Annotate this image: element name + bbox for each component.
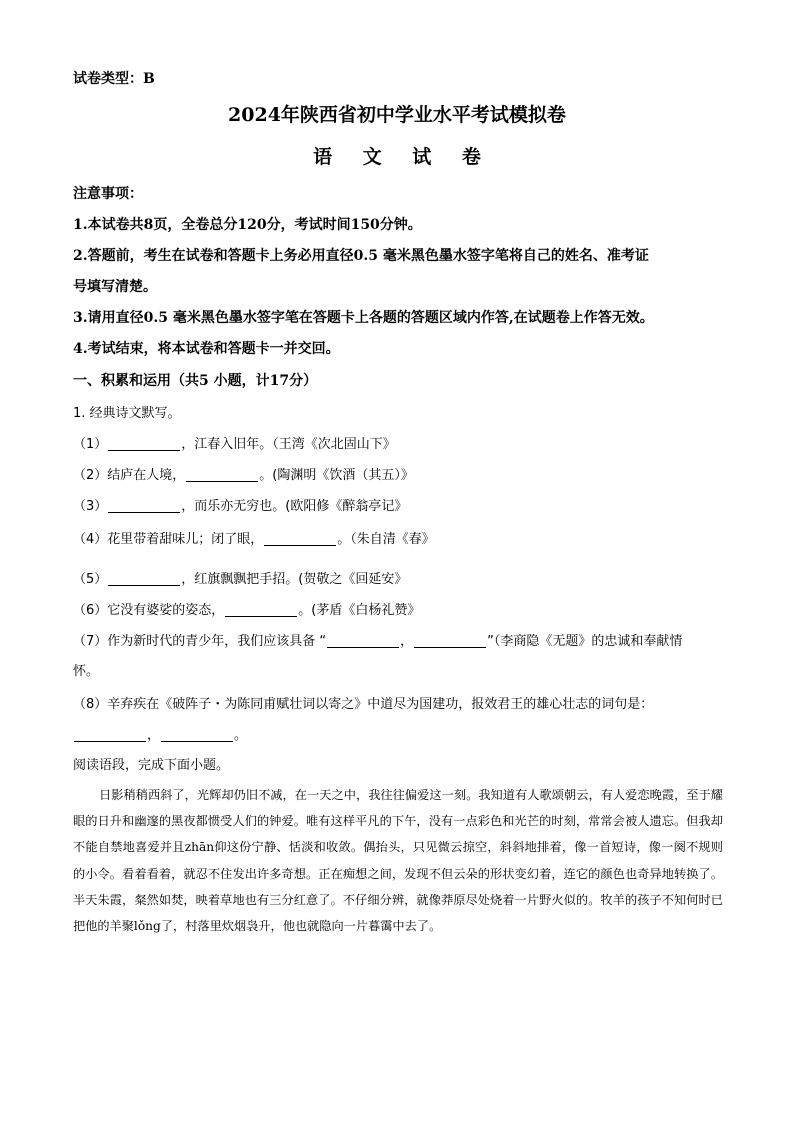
item-prefix: （3） — [73, 499, 108, 514]
dictation-item — [73, 599, 420, 618]
dictation-item — [73, 464, 414, 483]
dictation-item — [73, 495, 407, 514]
reading-passage: 日影稍稍西斜了，光辉却仍旧不减，在一天之中，我往往偏爱这一刻。我知道有人歌颂朝云，有人爱恋晚霞，至于耀眼的日升和幽邃的黑夜都惯受人们的钟爱。唯有这样平凡的下午，没有一点彩色和光芒的时刻，常常会被人遗忘。但我却不能自禁地喜爱并且zhān仰这份宁静、恬淡和收敛。偶抬头，只见微云掠空，斜斜地排着，像一首短诗，像一阕不规则的小令。看着看着，就忍不住发出许多奇想。正在痴想之间，发现不但云朵的形状变幻着，连它的颜色也奇异地转换了。半天朱霞，粲然如焚，映着草地也有三分红意了。不仔细分辨，就像莽原尽处烧着一片野火似的。牧羊的孩子不知何时已把他的羊聚lǒng了，村落里炊烟袅升，他也就隐向一片暮霭中去了。 — [73, 788, 723, 934]
item-suffix: 。(陶渊明《饮酒（其五）》 — [259, 468, 414, 483]
answer-blank[interactable] — [225, 602, 297, 617]
dictation-item-8: （8）辛弃疾在《破阵子・为陈同甫赋壮词以寄之》中道尽为国建功，报效君王的雄心壮志的词句是： — [73, 697, 654, 712]
item-prefix: （2）结庐在人境， — [73, 468, 186, 483]
section-heading: 一、积累和运用（共5 小题，计17分） — [73, 373, 318, 389]
item-prefix: （5） — [73, 572, 108, 587]
answer-blank[interactable] — [108, 436, 180, 451]
item-prefix: （6）它没有婆娑的姿态， — [73, 603, 225, 618]
notice-item: 1.本试卷共8页，全卷总分120分，考试时间150分钟。 — [73, 217, 422, 233]
dictation-item — [73, 433, 396, 452]
dictation-item-7-cont: 怀。 — [73, 664, 100, 679]
item-suffix: 。 — [234, 728, 248, 743]
dictation-item — [73, 528, 435, 547]
notice-item: 2.答题前，考生在试卷和答题卡上务必用直径0.5 毫米黑色墨水签字笔将自己的姓名、准考证 — [73, 248, 649, 264]
notice-item: 4.考试结束，将本试卷和答题卡一并交回。 — [73, 341, 340, 357]
item-suffix: ，红旗飘飘把手招。(贺敬之《回延安》 — [181, 572, 408, 587]
answer-blank[interactable] — [74, 727, 146, 742]
answer-blank[interactable] — [414, 633, 486, 648]
paper-type: 试卷类型：B — [73, 71, 155, 87]
answer-blank[interactable] — [264, 531, 336, 546]
answer-blank[interactable] — [108, 498, 180, 513]
item-separator: ， — [400, 634, 414, 649]
question-1-title: 1. 经典诗文默写。 — [73, 406, 181, 421]
item-suffix: ，江春入旧年。（王湾《次北固山下》 — [181, 437, 396, 452]
item-suffix: 。(茅盾《白杨礼赞》 — [298, 603, 421, 618]
item-suffix: 。（朱自清《春》 — [337, 532, 435, 547]
dictation-item — [73, 568, 407, 587]
exam-subtitle: 语 文 试 卷 — [313, 146, 493, 168]
item-separator: ， — [147, 728, 161, 743]
item-prefix: （4）花里带着甜味儿；闭了眼， — [73, 532, 264, 547]
answer-blank[interactable] — [327, 633, 399, 648]
item-suffix: ”（李商隐《无题》的忠诚和奉献情 — [487, 634, 683, 649]
answer-blank[interactable] — [108, 571, 180, 586]
item-suffix: ，而乐亦无穷也。(欧阳修《醉翁亭记》 — [181, 499, 408, 514]
dictation-item-7 — [73, 630, 682, 649]
notice-item: 号填写清楚。 — [73, 279, 157, 295]
dictation-item-8-answer — [73, 724, 247, 743]
answer-blank[interactable] — [186, 467, 258, 482]
item-prefix: （7）作为新时代的青少年，我们应该具备 “ — [73, 634, 327, 649]
exam-title: 2024年陕西省初中学业水平考试模拟卷 — [228, 104, 566, 126]
notice-item: 3.请用直径0.5 毫米黑色墨水签字笔在答题卡上各题的答题区域内作答,在试题卷上作答无效。 — [73, 310, 654, 326]
answer-blank[interactable] — [161, 727, 233, 742]
item-prefix: （1） — [73, 437, 108, 452]
notice-heading: 注意事项： — [73, 186, 143, 202]
reading-prompt: 阅读语段，完成下面小题。 — [73, 758, 230, 773]
